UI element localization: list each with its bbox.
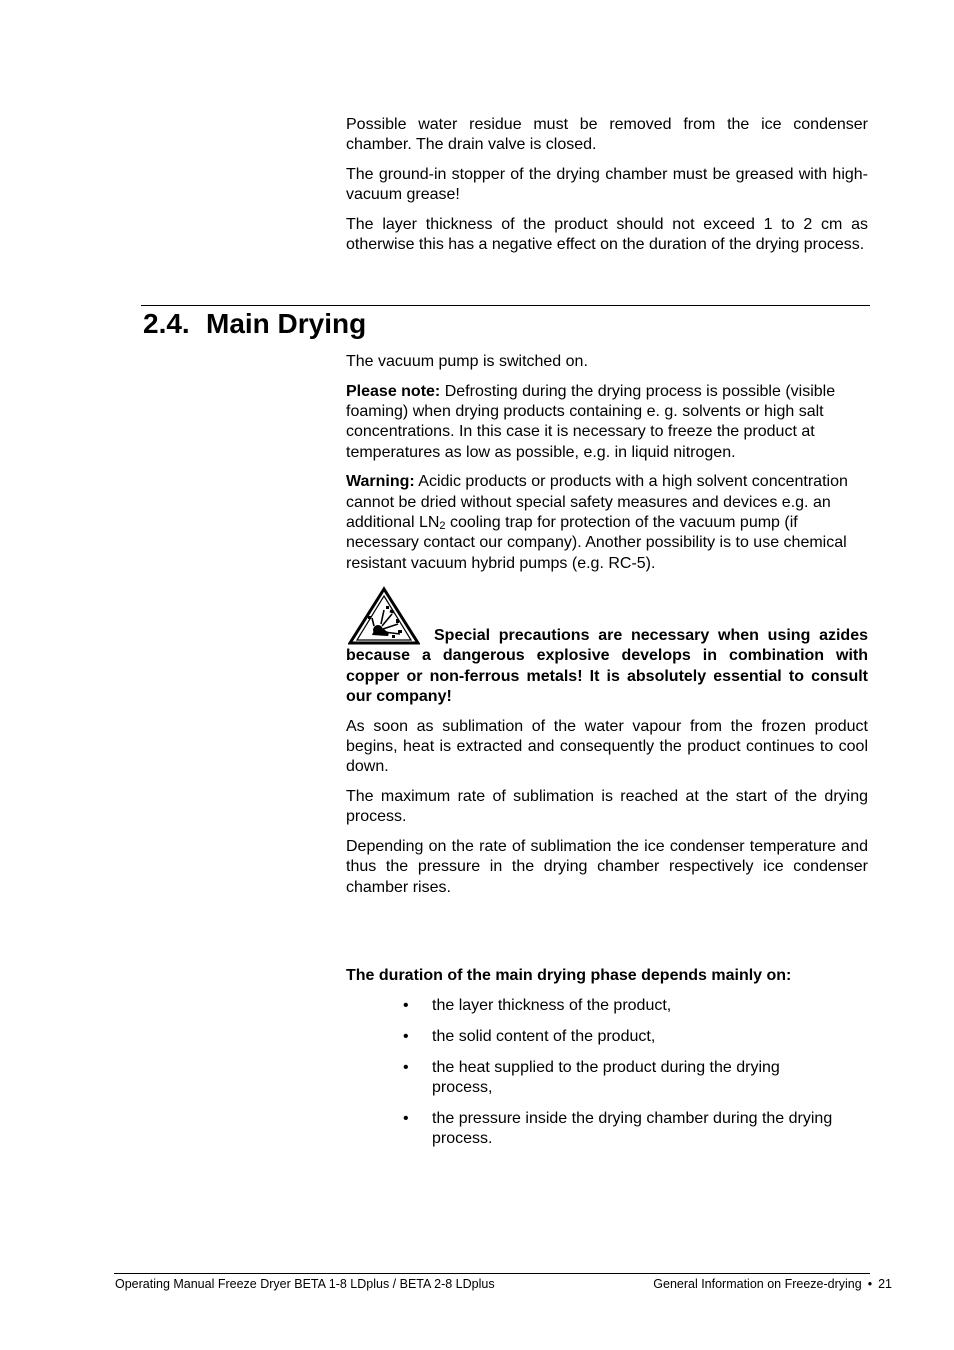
warning-text-b: cooling trap for protection of the vacuum pump (if necessary contact our company). Another possibility is to use chemical resistant vacuum hybrid pumps (e.g. RC-5). (346, 514, 847, 572)
footer-section-info (653, 1276, 892, 1292)
section-title: Main Drying (206, 308, 367, 339)
section-number: 2.4. (143, 308, 190, 339)
sublimation-paragraph: As soon as sublimation of the water vapour from the frozen product begins, heat is extracted and consequently the product continues to cool down. (346, 717, 868, 776)
list-item-text: the heat supplied to the product during the drying process, (432, 1058, 780, 1096)
depending-paragraph: Depending on the rate of sublimation the ice condenser temperature and thus the pressure in the drying chamber respectively ice condenser chamber rises. (346, 838, 868, 896)
bullet-icon: • (403, 1058, 409, 1076)
vacuum-pump-paragraph: The vacuum pump is switched on. (346, 353, 588, 370)
footer-chapter-title: General Information on Freeze-drying (653, 1277, 862, 1291)
bullet-icon: • (403, 997, 409, 1014)
footer-separator: • (867, 1277, 873, 1291)
warning-subscript: 2 (439, 520, 446, 533)
please-note-paragraph (346, 382, 868, 463)
page-number: 21 (878, 1277, 892, 1291)
danger-block (346, 583, 868, 707)
list-item (400, 1109, 840, 1150)
danger-wrap (346, 583, 868, 707)
list-item (400, 1027, 840, 1047)
bullet-icon: • (403, 1109, 409, 1127)
list-item-text: the solid content of the product, (432, 1027, 656, 1045)
intro-paragraph-1: Possible water residue must be removed from the ice condenser chamber. The drain valve is closed. (346, 116, 868, 154)
please-note-label: Please note: (346, 382, 441, 400)
max-rate-paragraph: The maximum rate of sublimation is reached at the start of the drying process. (346, 788, 868, 826)
list-item-text: the layer thickness of the product, (432, 997, 672, 1014)
warning-text-a: Acidic products or products with a high solvent concentration cannot be dried without special safety measures and devices e.g. an additional LN (346, 473, 848, 532)
section-heading (143, 306, 366, 342)
please-note-text: Defrosting during the drying process is possible (visible foaming) when drying products containing e. g. solvents or high salt concentrations. In this case it is necessary to freeze the product at temperatures as low as possible, e.g. in liquid nitrogen. (346, 382, 836, 461)
footer-divider (114, 1273, 870, 1274)
duration-heading: The duration of the main drying phase depends mainly on: (346, 967, 792, 984)
intro-paragraph-2: The ground-in stopper of the drying chamber must be greased with high-vacuum grease! (346, 166, 868, 204)
warning-paragraph (346, 472, 868, 573)
main-drying-section (346, 352, 868, 898)
list-item (400, 996, 840, 1016)
list-item (400, 1058, 840, 1099)
bullet-icon: • (403, 1027, 409, 1045)
warning-label: Warning: (346, 473, 415, 491)
footer-manual-title: Operating Manual Freeze Dryer BETA 1-8 LDplus / BETA 2-8 LDplus (115, 1277, 495, 1291)
intro-paragraph-3: The layer thickness of the product should not exceed 1 to 2 cm as otherwise this has a negative effect on the duration of the drying process. (346, 216, 868, 254)
danger-paragraph: Special precautions are necessary when using azides because a dangerous explosive develops in combination with copper or non-ferrous metals! It is absolutely essential to consult our company! (346, 626, 868, 705)
list-item-text: the pressure inside the drying chamber during the drying process. (432, 1109, 833, 1147)
duration-list (400, 996, 840, 1160)
explosive-hazard-icon (348, 586, 420, 646)
intro-section (346, 115, 868, 256)
